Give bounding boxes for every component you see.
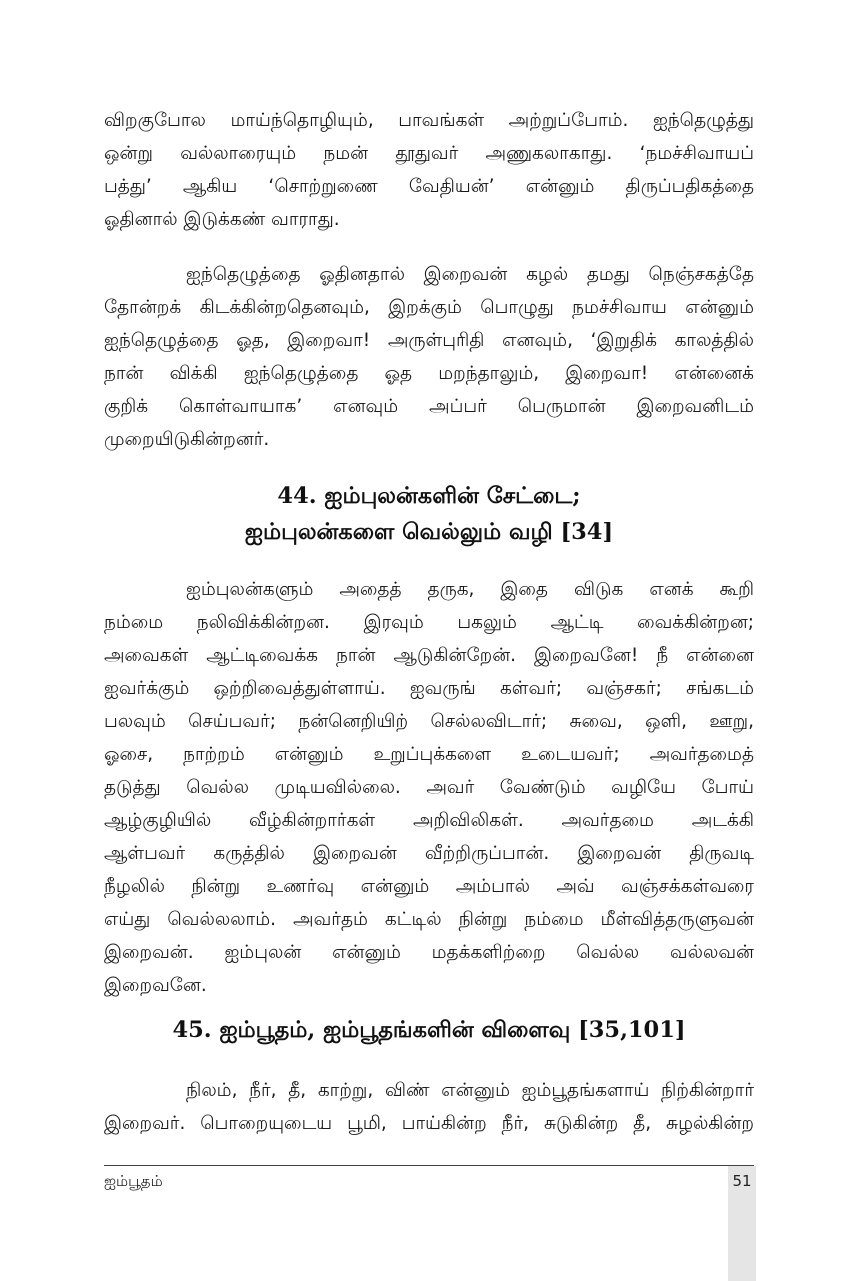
text-line: ஆழ்குழியில் வீழ்கின்றார்கள் அறிவிலிகள். அவர்தமை அடக்கி [104,810,754,831]
text-line: தோன்றக் கிடக்கின்றதெனவும், இறக்கும் பொழுது நமச்சிவாய என்னும் [104,297,754,318]
text-line: இறைவர். பொறையுடைய பூமி, பாய்கின்ற நீர், சுடுகின்ற தீ, சுழல்கின்ற [104,1113,754,1134]
paragraph-4 [104,1074,754,1140]
footer-divider [104,1165,754,1166]
section-heading-45 [104,1012,754,1048]
text-line: எய்து வெல்லலாம். அவர்தம் கட்டில் நின்று நம்மை மீள்வித்தருளுவன் [104,909,754,930]
text-line: ஓதினால் இடுக்கண் வாராது. [104,209,340,230]
text-line: நான் விக்கி ஐந்தெழுத்தை ஓத மறந்தாலும், இறைவா! என்னைக் [104,363,754,384]
text-line: அவைகள் ஆட்டிவைக்க நான் ஆடுகின்றேன். இறைவனே! நீ என்னை [104,645,754,666]
heading-line: 45. ஐம்பூதம், ஐம்பூதங்களின் விளைவு [35,101] [172,1017,686,1043]
text-line: ஓசை, நாற்றம் என்னும் உறுப்புக்களை உடையவர்; அவர்தமைத் [104,744,754,765]
paragraph-1 [104,104,754,236]
text-line: ஒன்று வல்லாரையும் நமன் தூதுவர் அணுகலாகாது. ‘நமச்சிவாயப் [104,143,754,164]
heading-line: ஐம்புலன்களை வெல்லும் வழி [34] [244,519,614,545]
text-line: இறைவனே. [104,975,207,996]
text-line: ஐந்தெழுத்தை ஓத, இறைவா! அருள்புரிதி எனவும், ‘இறுதிக் காலத்தில் [104,330,754,351]
paragraph-3 [104,573,754,1002]
text-line: நிலம், நீர், தீ, காற்று, விண் என்னும் ஐம்பூதங்களாய் நிற்கின்றார் [186,1080,754,1101]
page-number: 51 [732,1172,752,1190]
paragraph-2 [104,258,754,456]
text-line: பத்து’ ஆகிய ‘சொற்றுணை வேதியன்’ என்னும் திருப்பதிகத்தை [104,176,754,197]
text-line: பலவும் செய்பவர்; நன்னெறியிற் செல்லவிடார்; சுவை, ஒளி, ஊறு, [104,711,754,732]
text-line: ஆள்பவர் கருத்தில் இறைவன் வீற்றிருப்பான். இறைவன் திருவடி [104,843,754,864]
section-heading-44 [104,478,754,550]
running-title: ஐம்பூதம் [104,1172,163,1190]
text-line: ஐந்தெழுத்தை ஓதினதால் இறைவன் கழல் தமது நெஞ்சகத்தே [186,264,754,285]
text-line: விறகுபோல மாய்ந்தொழியும், பாவங்கள் அற்றுப்போம். ஐந்தெழுத்து [104,110,754,131]
text-line: ஐம்புலன்களும் அதைத் தருக, இதை விடுக எனக் கூறி [186,579,754,600]
heading-line: 44. ஐம்புலன்களின் சேட்டை; [277,483,581,509]
text-line: இறைவன். ஐம்புலன் என்னும் மதக்களிற்றை வெல்ல வல்லவன் [104,942,754,963]
text-line: தடுத்து வெல்ல முடியவில்லை. அவர் வேண்டும் வழியே போய் [104,777,754,798]
text-line: முறையிடுகின்றனர். [104,429,270,450]
text-line: ஐவர்க்கும் ஒற்றிவைத்துள்ளாய். ஐவருங் கள்வர்; வஞ்சகர்; சங்கடம் [104,678,754,699]
text-line: நீழலில் நின்று உணர்வு என்னும் அம்பால் அவ் வஞ்சக்கள்வரை [104,876,754,897]
text-line: குறிக் கொள்வாயாக’ எனவும் அப்பர் பெருமான் இறைவனிடம் [104,396,754,417]
text-line: நம்மை நலிவிக்கின்றன. இரவும் பகலும் ஆட்டி வைக்கின்றன; [104,612,754,633]
